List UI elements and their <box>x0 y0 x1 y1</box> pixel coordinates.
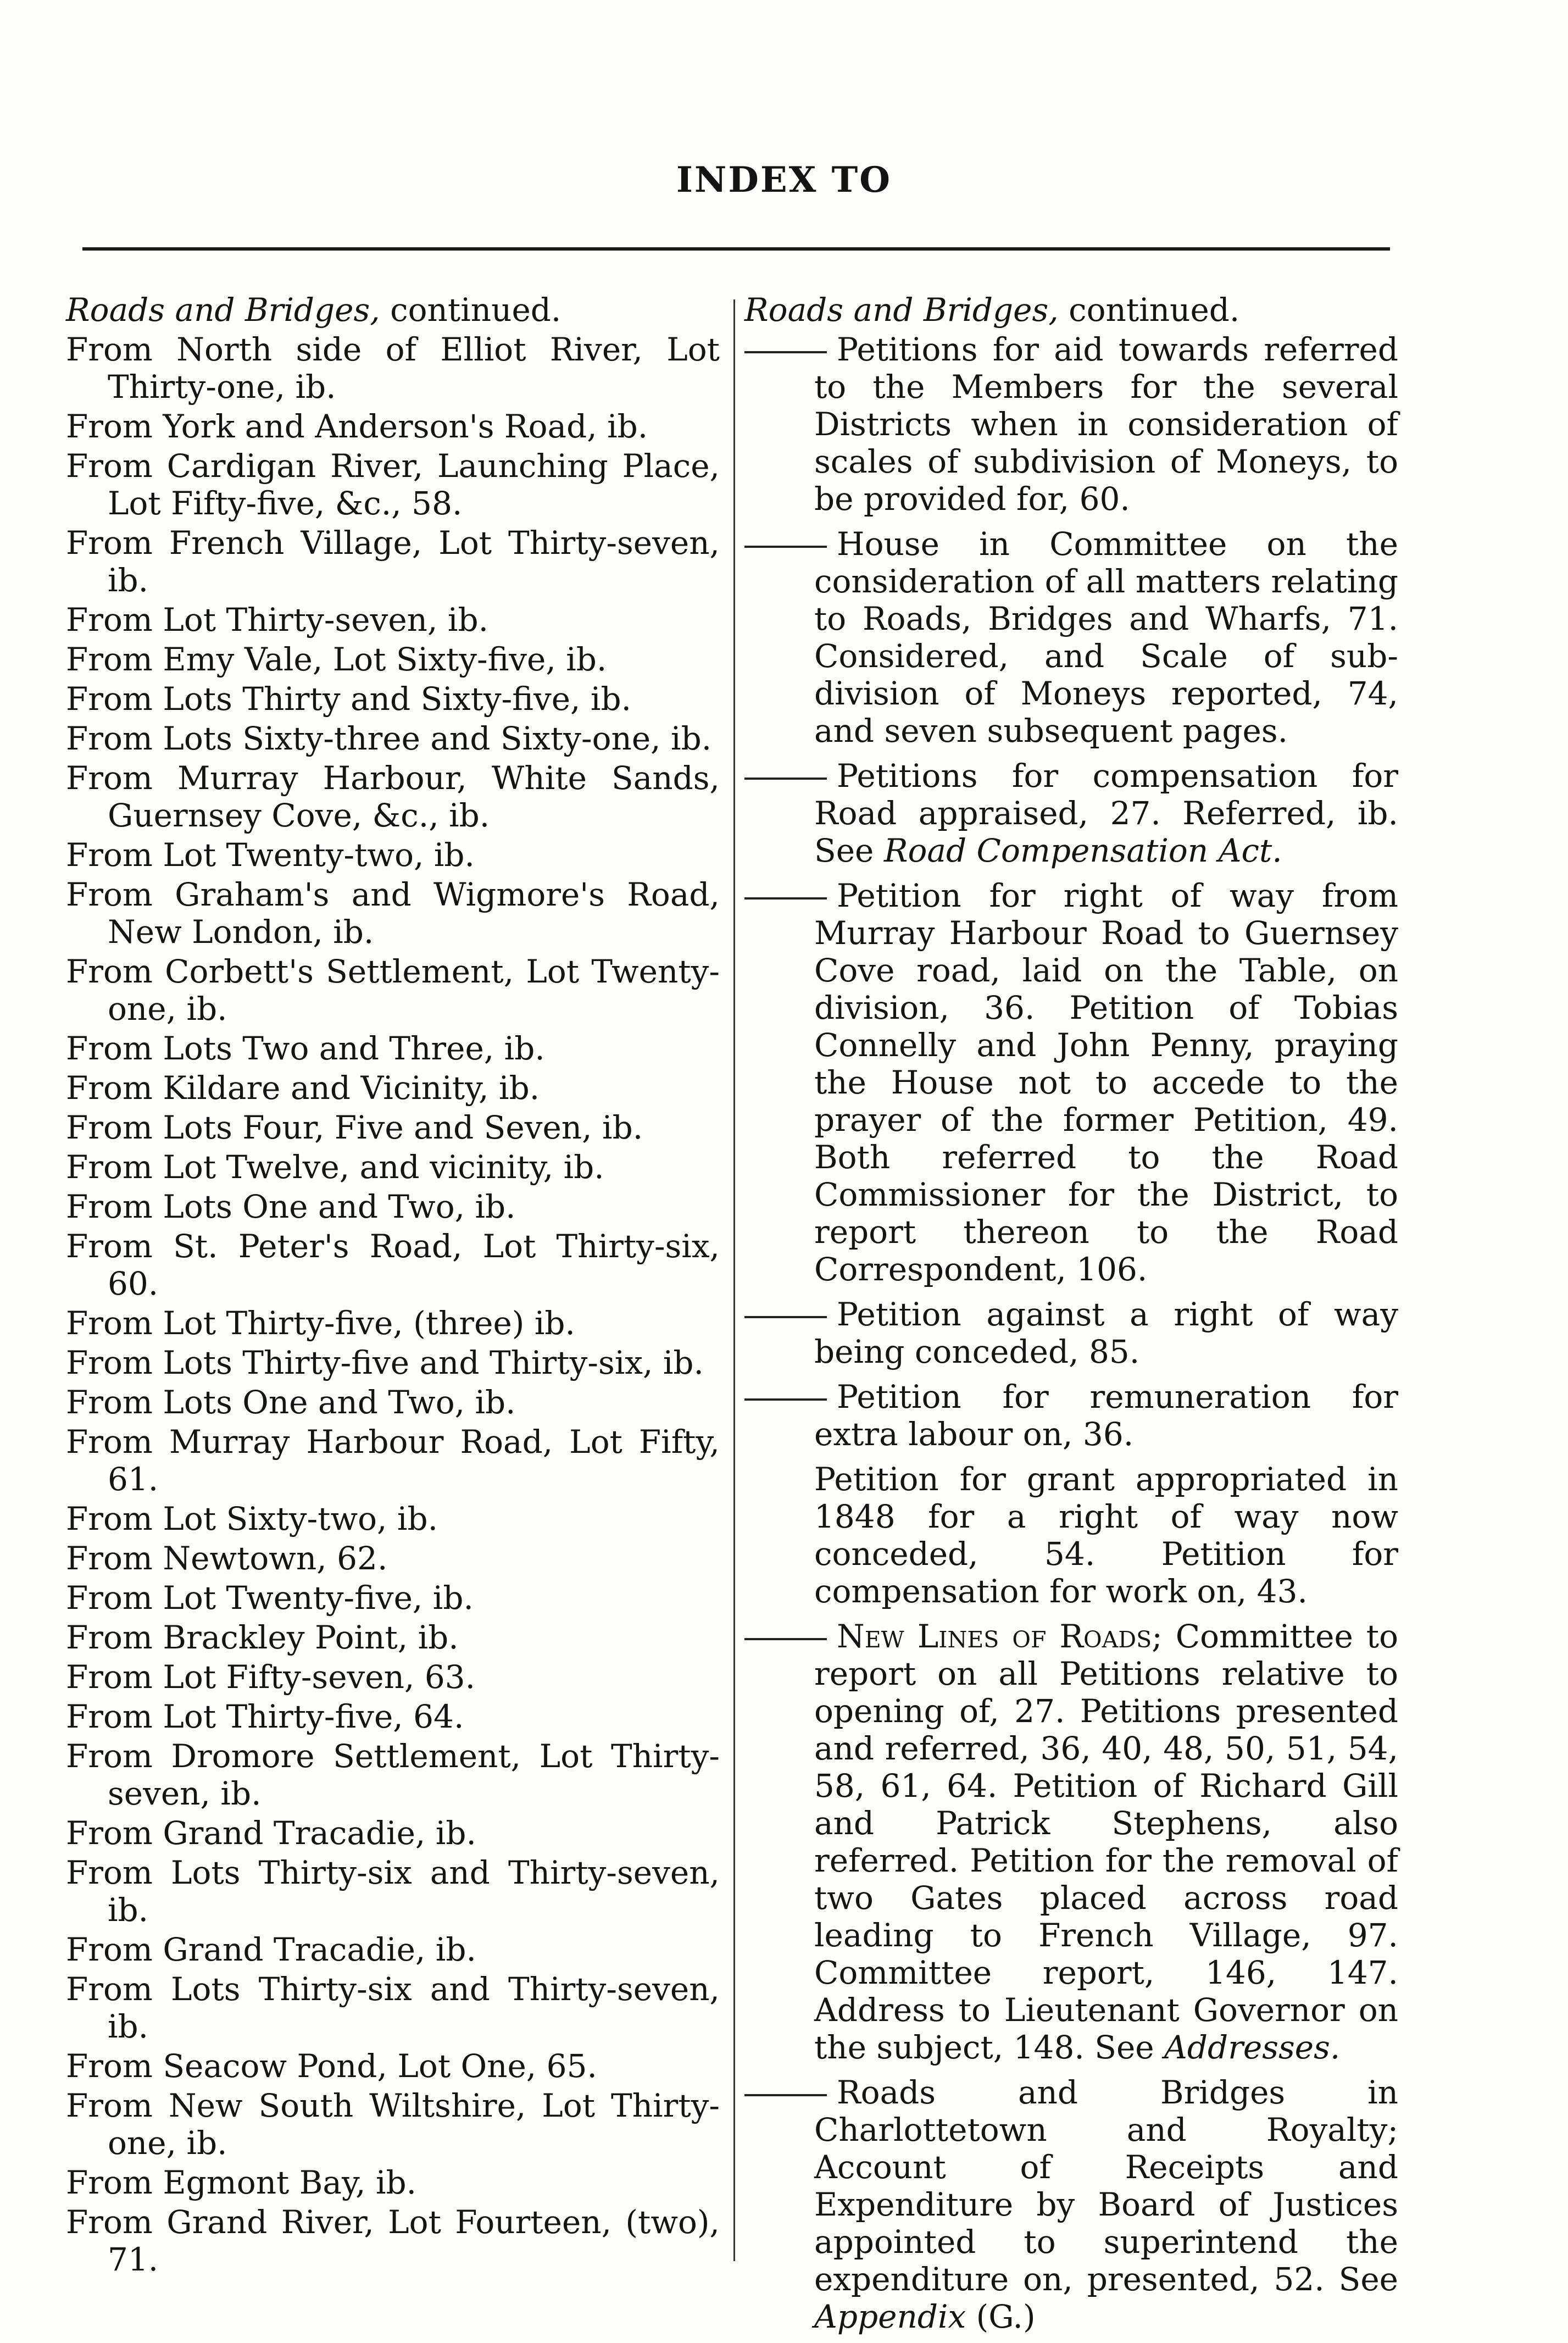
index-entry: From Lots One and Two, ib. <box>66 1188 516 1225</box>
index-entry: From Murray Harbour, White Sands, Guernsey Cove, &c., ib. <box>66 759 720 834</box>
entry-reference: Road Compensation Act. <box>883 832 1282 869</box>
ditto-dash <box>744 351 827 353</box>
ditto-dash <box>744 897 827 900</box>
index-entry <box>744 877 1398 1288</box>
ditto-dash <box>744 1638 827 1640</box>
index-entry: From Cardigan River, Launching Place, Lot Fifty-five, &c., 58. <box>66 447 720 522</box>
ditto-dash <box>744 1316 827 1318</box>
ditto-dash <box>744 778 827 780</box>
index-entry: From Corbett's Settlement, Lot Twenty-one, ib. <box>66 953 720 1028</box>
right-column-heading: Roads and Bridges, continued. <box>744 291 1240 329</box>
index-entry: From Lots One and Two, ib. <box>66 1384 516 1421</box>
index-entry: From Lot Thirty-five, (three) ib. <box>66 1304 575 1342</box>
index-entry: From Lot Thirty-five, 64. <box>66 1698 464 1735</box>
ditto-dash <box>744 2094 827 2096</box>
entry-text: House in Committee on the consideration of all matters relating to Roads, Bridges and Wharfs, 71. Considered, and Scale of sub-division of Moneys reported, 74, and seven subsequent pages. <box>814 525 1398 749</box>
index-entry: From French Village, Lot Thirty-seven, ib. <box>66 524 720 599</box>
index-entry: From Lots Thirty-six and Thirty-seven, ib. <box>66 1854 720 1929</box>
index-entry <box>744 757 1398 869</box>
index-entry: From Dromore Settlement, Lot Thirty-seven, ib. <box>66 1737 720 1812</box>
index-entry: From Lot Twenty-five, ib. <box>66 1579 474 1617</box>
entry-text: Petition against a right of way being conceded, 85. <box>814 1296 1398 1370</box>
index-entry <box>744 2074 1398 2335</box>
left-entry-list <box>66 331 720 2278</box>
index-entry: From Brackley Point, ib. <box>66 1619 459 1656</box>
index-entry: From Grand Tracadie, ib. <box>66 1814 476 1852</box>
column-divider <box>733 299 735 2261</box>
entry-reference: Addresses. <box>1164 2029 1341 2066</box>
index-entry <box>744 1461 1398 1610</box>
index-entry <box>744 331 1398 518</box>
entry-text: Petitions for aid towards referred to the Members for the several Districts when in consideration of scales of subdivision of Moneys, to be provided for, 60. <box>814 331 1398 518</box>
index-entry: From Lots Thirty and Sixty-five, ib. <box>66 680 632 718</box>
index-entry <box>744 1296 1398 1370</box>
index-entry: From Lot Twenty-two, ib. <box>66 836 475 874</box>
index-entry: From Graham's and Wigmore's Road, New London, ib. <box>66 876 720 951</box>
entry-text: Committee to report on all Petitions relative to opening of, 27. Petitions presented and referred, 36, 40, 48, 50, 51, 54, 58, 61, 64. Petition of Richard Gill and Patrick Stephens, also referred. Petition for the removal of two Gates placed across road leading to French Village, 97. Committee report, 146, 147. Address to Lieutenant Governor on the subject, 148. See <box>814 1618 1398 2066</box>
index-entry: From Lots Thirty-five and Thirty-six, ib. <box>66 1344 704 1381</box>
entry-reference: Appendix <box>814 2298 966 2335</box>
index-entry: From Lot Twelve, and vicinity, ib. <box>66 1148 604 1186</box>
index-entry: From Emy Vale, Lot Sixty-five, ib. <box>66 641 607 678</box>
right-entry-list <box>744 331 1398 2335</box>
index-entry: From Kildare and Vicinity, ib. <box>66 1069 540 1107</box>
index-entry: From Grand Tracadie, ib. <box>66 1931 476 1968</box>
page-title: INDEX TO <box>676 159 892 201</box>
ditto-dash <box>744 546 827 548</box>
index-entry: From Lots Thirty-six and Thirty-seven, ib. <box>66 1970 720 2045</box>
index-entry: From York and Anderson's Road, ib. <box>66 408 648 445</box>
left-column <box>66 291 720 2280</box>
entry-text: Petition for grant appropriated in 1848 for a right of way now conceded, 54. Petition for compensation for work on, 43. <box>814 1461 1398 1610</box>
index-entry: From Newtown, 62. <box>66 1540 388 1577</box>
header-rule <box>82 247 1390 251</box>
index-entry: From Lot Thirty-seven, ib. <box>66 601 489 639</box>
index-entry: From Egmont Bay, ib. <box>66 2164 417 2201</box>
entry-text: Petitions for compensation for Road appraised, 27. Referred, ib. See <box>814 757 1398 869</box>
index-entry: From New South Wiltshire, Lot Thirty-one, ib. <box>66 2087 720 2162</box>
index-entry: From Lots Four, Five and Seven, ib. <box>66 1109 643 1146</box>
index-entry <box>744 1618 1398 2066</box>
index-entry: From Lot Sixty-two, ib. <box>66 1500 438 1537</box>
ditto-dash <box>744 1398 827 1401</box>
index-entry: From Grand River, Lot Fourteen, (two), 71. <box>66 2203 720 2278</box>
entry-text: Roads and Bridges in Charlottetown and Royalty; Account of Receipts and Expenditure by Board of Justices appointed to superintend the expenditure on, presented, 52. See <box>814 2074 1398 2298</box>
index-entry <box>744 1378 1398 1453</box>
entry-smallcaps: New Lines of Roads; <box>837 1618 1176 1655</box>
index-entry: From Lots Sixty-three and Sixty-one, ib. <box>66 720 712 757</box>
index-entry: From St. Peter's Road, Lot Thirty-six, 60. <box>66 1228 720 1302</box>
entry-text: Petition for remuneration for extra labour on, 36. <box>814 1378 1398 1453</box>
index-entry: From North side of Elliot River, Lot Thirty-one, ib. <box>66 331 720 406</box>
entry-tail: (G.) <box>976 2298 1036 2335</box>
index-entry <box>744 525 1398 749</box>
right-column <box>744 291 1398 2343</box>
left-column-heading: Roads and Bridges, continued. <box>66 291 561 329</box>
index-entry: From Lot Fifty-seven, 63. <box>66 1658 476 1696</box>
index-entry: From Seacow Pond, Lot One, 65. <box>66 2047 597 2085</box>
entry-text: Petition for right of way from Murray Harbour Road to Guernsey Cove road, laid on the Table, on division, 36. Petition of Tobias Connelly and John Penny, praying the House not to accede to the prayer of the former Petition, 49. Both referred to the Road Commissioner for the District, to report thereon to the Road Correspondent, 106. <box>814 877 1398 1288</box>
index-entry: From Murray Harbour Road, Lot Fifty, 61. <box>66 1423 720 1498</box>
index-entry: From Lots Two and Three, ib. <box>66 1030 545 1067</box>
